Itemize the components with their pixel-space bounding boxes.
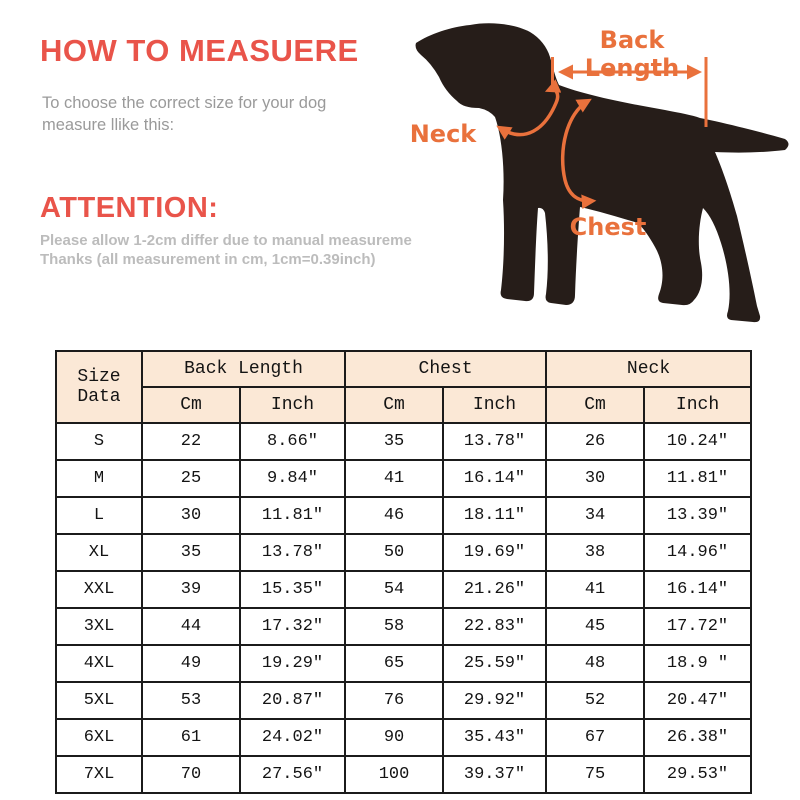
size-label: XXL (56, 571, 142, 608)
size-value-cell: 14.96″ (644, 534, 751, 571)
table-row (56, 682, 751, 719)
column-group-neck: Neck (546, 351, 751, 387)
size-value-cell: 13.39″ (644, 497, 751, 534)
size-value-cell: 100 (345, 756, 443, 793)
size-value-cell: 29.92″ (443, 682, 546, 719)
size-value-cell: 50 (345, 534, 443, 571)
sub-header-inch: Inch (644, 387, 751, 423)
size-value-cell: 17.32″ (240, 608, 345, 645)
size-value-cell: 39.37″ (443, 756, 546, 793)
table-row (56, 756, 751, 793)
sub-header-inch: Inch (240, 387, 345, 423)
size-value-cell: 29.53″ (644, 756, 751, 793)
size-value-cell: 35 (142, 534, 240, 571)
size-label: 3XL (56, 608, 142, 645)
size-value-cell: 38 (546, 534, 644, 571)
size-value-cell: 76 (345, 682, 443, 719)
attention-text-line1: Please allow 1-2cm differ due to manual measureme (40, 232, 412, 249)
size-value-cell: 16.14″ (644, 571, 751, 608)
size-label: 7XL (56, 756, 142, 793)
size-value-cell: 67 (546, 719, 644, 756)
size-value-cell: 39 (142, 571, 240, 608)
size-value-cell: 13.78″ (443, 423, 546, 460)
subtitle (42, 92, 326, 136)
size-value-cell: 41 (345, 460, 443, 497)
attention-text-line2: Thanks (all measurement in cm, 1cm=0.39inch) (40, 251, 376, 268)
size-label: 4XL (56, 645, 142, 682)
size-label: L (56, 497, 142, 534)
size-value-cell: 18.11″ (443, 497, 546, 534)
table-row (56, 645, 751, 682)
size-label: M (56, 460, 142, 497)
size-value-cell: 49 (142, 645, 240, 682)
size-value-cell: 30 (546, 460, 644, 497)
size-value-cell: 52 (546, 682, 644, 719)
column-group-back-length: Back Length (142, 351, 345, 387)
size-value-cell: 58 (345, 608, 443, 645)
size-table-header (56, 351, 751, 423)
size-value-cell: 53 (142, 682, 240, 719)
size-value-cell: 45 (546, 608, 644, 645)
size-value-cell: 25 (142, 460, 240, 497)
page-title: HOW TO MEASUERE (40, 33, 359, 68)
size-value-cell: 44 (142, 608, 240, 645)
size-value-cell: 75 (546, 756, 644, 793)
size-value-cell: 27.56″ (240, 756, 345, 793)
size-value-cell: 54 (345, 571, 443, 608)
size-table-body (56, 423, 751, 793)
size-label: 6XL (56, 719, 142, 756)
sub-header-cm: Cm (345, 387, 443, 423)
size-value-cell: 19.29″ (240, 645, 345, 682)
table-row (56, 460, 751, 497)
size-value-cell: 20.47″ (644, 682, 751, 719)
size-label: XL (56, 534, 142, 571)
size-value-cell: 16.14″ (443, 460, 546, 497)
size-value-cell: 22.83″ (443, 608, 546, 645)
column-group-chest: Chest (345, 351, 546, 387)
size-value-cell: 21.26″ (443, 571, 546, 608)
size-data-corner-cell: Size Data (56, 351, 142, 423)
diagram-label-neck: Neck (409, 120, 477, 148)
table-row (56, 719, 751, 756)
size-value-cell: 65 (345, 645, 443, 682)
size-value-cell: 19.69″ (443, 534, 546, 571)
table-row (56, 497, 751, 534)
attention-text (40, 231, 412, 269)
size-table (55, 350, 752, 794)
size-value-cell: 25.59″ (443, 645, 546, 682)
size-value-cell: 15.35″ (240, 571, 345, 608)
table-row (56, 423, 751, 460)
size-label: S (56, 423, 142, 460)
size-value-cell: 11.81″ (644, 460, 751, 497)
diagram-label-chest: Chest (569, 213, 647, 241)
subtitle-line2: measure llike this: (42, 116, 175, 134)
subtitle-line1: To choose the correct size for your dog (42, 94, 327, 112)
size-label: 5XL (56, 682, 142, 719)
sub-header-cm: Cm (546, 387, 644, 423)
size-value-cell: 41 (546, 571, 644, 608)
size-value-cell: 30 (142, 497, 240, 534)
size-value-cell: 22 (142, 423, 240, 460)
size-value-cell: 20.87″ (240, 682, 345, 719)
size-value-cell: 13.78″ (240, 534, 345, 571)
size-value-cell: 90 (345, 719, 443, 756)
table-row (56, 534, 751, 571)
size-value-cell: 35.43″ (443, 719, 546, 756)
table-row (56, 571, 751, 608)
size-value-cell: 24.02″ (240, 719, 345, 756)
size-value-cell: 10.24″ (644, 423, 751, 460)
size-value-cell: 9.84″ (240, 460, 345, 497)
size-value-cell: 70 (142, 756, 240, 793)
table-row (56, 608, 751, 645)
sub-header-cm: Cm (142, 387, 240, 423)
size-value-cell: 26 (546, 423, 644, 460)
size-value-cell: 17.72″ (644, 608, 751, 645)
diagram-label-back-length: Back Length (584, 26, 680, 82)
size-value-cell: 8.66″ (240, 423, 345, 460)
size-value-cell: 26.38″ (644, 719, 751, 756)
size-value-cell: 46 (345, 497, 443, 534)
size-value-cell: 34 (546, 497, 644, 534)
sub-header-inch: Inch (443, 387, 546, 423)
size-value-cell: 18.9 ″ (644, 645, 751, 682)
size-value-cell: 11.81″ (240, 497, 345, 534)
attention-heading: ATTENTION: (40, 192, 219, 224)
size-value-cell: 61 (142, 719, 240, 756)
size-value-cell: 48 (546, 645, 644, 682)
size-value-cell: 35 (345, 423, 443, 460)
